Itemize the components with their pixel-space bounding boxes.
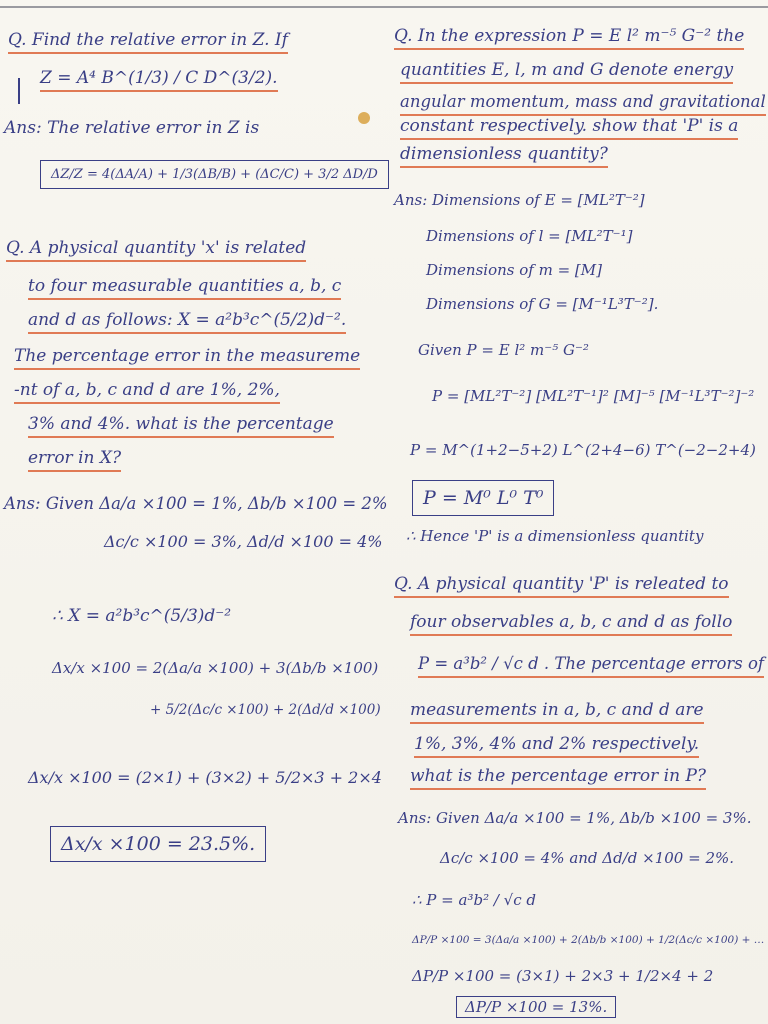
answer-3-exp: P = M^(1+2−5+2) L^(2+4−6) T^(−2−2+4) xyxy=(410,441,756,459)
answer-3-dim-m: Dimensions of m = [M] xyxy=(426,261,602,279)
answer-3-dim-l: Dimensions of l = [ML²T⁻¹] xyxy=(426,227,633,245)
answer-2-given: Ans: Given Δa/a ×100 = 1%, Δb/b ×100 = 2% xyxy=(4,494,388,513)
question-3-line-3: angular momentum, mass and gravitational xyxy=(400,92,766,116)
answer-4-p: ∴ P = a³b² / √c d xyxy=(412,891,536,909)
answer-1-intro: Ans: The relative error in Z is xyxy=(4,118,260,138)
question-2-line-5: -nt of a, b, c and d are 1%, 2%, xyxy=(14,380,280,404)
answer-2-x: ∴ X = a²b³c^(5/3)d⁻² xyxy=(52,606,232,626)
answer-4-given-2: Δc/c ×100 = 4% and Δd/d ×100 = 2%. xyxy=(440,849,735,867)
question-2-line-1: Q. A physical quantity 'x' is related xyxy=(6,238,306,262)
question-3-line-5: dimensionless quantity? xyxy=(400,144,608,168)
question-3-line-2: quantities E, l, m and G denote energy xyxy=(400,60,733,84)
question-4-line-6: what is the percentage error in P? xyxy=(410,766,706,790)
answer-4-given: Ans: Given Δa/a ×100 = 1%, Δb/b ×100 = 3%. xyxy=(398,809,752,827)
question-2-line-7: error in X? xyxy=(28,448,121,472)
question-2-line-2: to four measurable quantities a, b, c xyxy=(28,276,341,300)
answer-3-given: Given P = E l² m⁻⁵ G⁻² xyxy=(418,341,589,359)
answer-3-dim-e: Ans: Dimensions of E = [ML²T⁻²] xyxy=(394,191,645,209)
question-2-line-4: The percentage error in the measureme xyxy=(14,346,360,370)
answer-4-step-2: ΔP/P ×100 = (3×1) + 2×3 + 1/2×4 + 2 xyxy=(412,967,714,985)
answer-2-step-1: Δx/x ×100 = 2(Δa/a ×100) + 3(Δb/b ×100) xyxy=(52,659,379,677)
answer-3-sub: P = [ML²T⁻²] [ML²T⁻¹]² [M]⁻⁵ [M⁻¹L³T⁻²]⁻² xyxy=(432,387,755,405)
answer-1-result-box: ΔZ/Z = 4(ΔA/A) + 1/3(ΔB/B) + (ΔC/C) + 3/2 ΔD/D xyxy=(40,160,389,189)
question-4-line-5: 1%, 3%, 4% and 2% respectively. xyxy=(414,734,699,758)
question-1: Q. Find the relative error in Z. If xyxy=(8,30,288,54)
answer-3-dim-g: Dimensions of G = [M⁻¹L³T⁻²]. xyxy=(426,295,659,313)
question-4-line-4: measurements in a, b, c and d are xyxy=(410,700,704,724)
right-column xyxy=(392,0,768,1024)
answer-4-result-box: ΔP/P ×100 = 13%. xyxy=(456,996,616,1018)
answer-3-result-box: P = M⁰ L⁰ T⁰ xyxy=(412,480,554,516)
question-2-line-6: 3% and 4%. what is the percentage xyxy=(28,414,334,438)
question-1-formula: Z = A⁴ B^(1/3) / C D^(3/2). xyxy=(40,68,278,92)
answer-2-step-3: Δx/x ×100 = (2×1) + (3×2) + 5/2×3 + 2×4 xyxy=(28,768,382,787)
question-4-line-1: Q. A physical quantity 'P' is releated to xyxy=(394,574,729,598)
question-2-line-3: and d as follows: X = a²b³c^(5/2)d⁻². xyxy=(28,310,346,334)
answer-3-conclusion: ∴ Hence 'P' is a dimensionless quantity xyxy=(406,527,704,545)
question-3-line-1: Q. In the expression P = E l² m⁻⁵ G⁻² the xyxy=(394,26,744,50)
answer-4-step-1: ΔP/P ×100 = 3(Δa/a ×100) + 2(Δb/b ×100) + 1/2(Δc/c ×100) + … xyxy=(412,934,765,946)
question-4-line-2: four observables a, b, c and d as follo xyxy=(410,612,732,636)
question-3-line-4: constant respectively. show that 'P' is a xyxy=(400,116,738,140)
answer-2-step-2: + 5/2(Δc/c ×100) + 2(Δd/d ×100) xyxy=(150,702,381,718)
answer-2-result-box: Δx/x ×100 = 23.5%. xyxy=(50,826,266,862)
question-4-line-3: P = a³b² / √c d . The percentage errors of xyxy=(418,654,764,678)
answer-2-given-2: Δc/c ×100 = 3%, Δd/d ×100 = 4% xyxy=(104,532,383,551)
